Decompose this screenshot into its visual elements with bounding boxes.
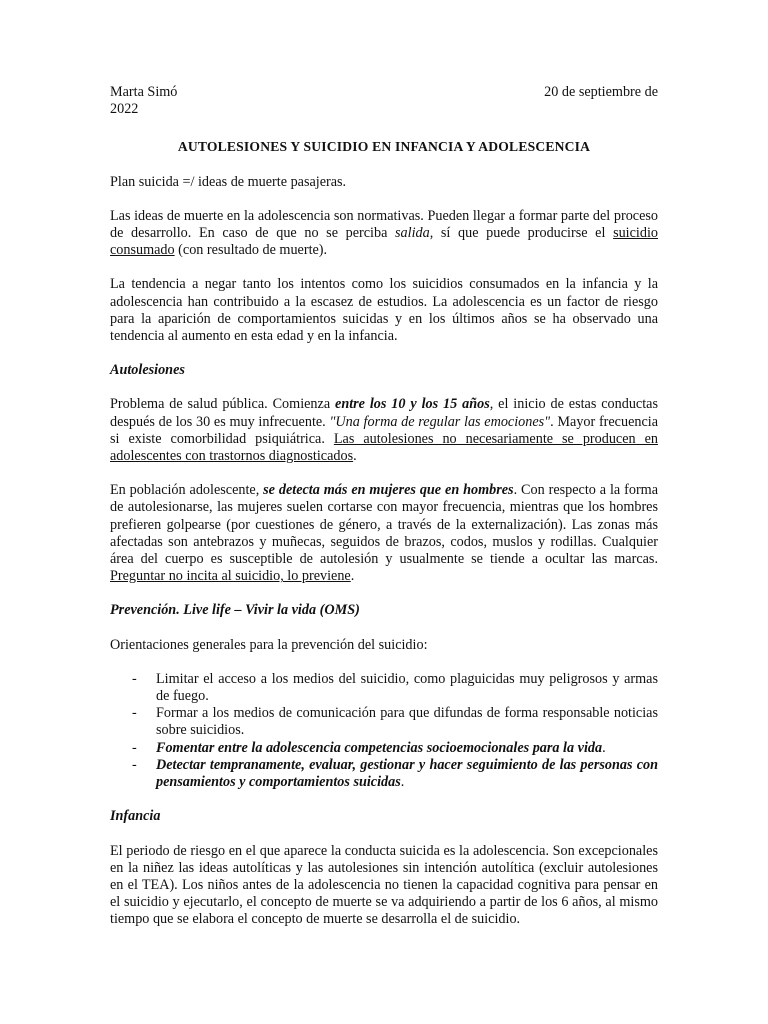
text-run: (con resultado de muerte). bbox=[174, 242, 328, 259]
text-run-italic-quote: "Una forma de regular las emociones" bbox=[329, 413, 551, 430]
text-run: En población adolescente, bbox=[110, 482, 264, 499]
text-run-italic: salida bbox=[395, 225, 430, 242]
section-heading-prevencion: Prevención. Live life – Vivir la vida (OMS) bbox=[110, 602, 360, 619]
prevention-intro: Orientaciones generales para la prevención del suicidio: bbox=[110, 636, 428, 653]
text-run: Las ideas de muerte en la adolescencia son normativas. Pueden llegar a formar parte del proceso de desarrollo. En caso de que no se perciba bbox=[110, 207, 658, 242]
date-text: 20 de septiembre de bbox=[544, 84, 658, 100]
text-run: . bbox=[602, 739, 606, 756]
paragraph-normative-ideas bbox=[110, 208, 658, 260]
paragraph-public-health bbox=[110, 396, 658, 465]
section-heading-autolesiones: Autolesiones bbox=[110, 362, 185, 379]
list-item bbox=[110, 757, 658, 791]
document-title: AUTOLESIONES Y SUICIDIO EN INFANCIA Y ADOLESCENCIA bbox=[177, 139, 591, 155]
text-run-underlined: Preguntar no incita al suicidio, lo previene bbox=[110, 568, 351, 585]
text-run: . bbox=[350, 568, 355, 585]
text-run-bold-italic: entre los 10 y los 15 años bbox=[335, 396, 490, 413]
text-run: . bbox=[353, 448, 357, 465]
text-run-bold-italic: Fomentar entre la adolescencia competencias socioemocionales para la vida bbox=[156, 739, 603, 756]
text-run-bold-italic: Detectar tempranamente, evaluar, gestionar y hacer seguimiento de las personas con pensamientos y comportamientos suicidas bbox=[156, 756, 658, 791]
text-run-underlined: suicidio consumado bbox=[110, 225, 658, 259]
prevention-list bbox=[110, 671, 658, 791]
paragraph-risk-period: El periodo de riesgo en el que aparece la conducta suicida es la adolescencia. Son excepcionales en la niñez las ideas autolíticas y las autolesiones sin intención autolítica (excluir autolesiones en el TEA). Los niños antes de la adolescencia no tienen la capacidad cognitiva para pensar en el suicidio y ejecutarlo, el concepto de muerte se va adquiriendo a partir de los 6 años, al mismo tiempo que se elabora el concepto de muerte se desarrolla el de suicidio. bbox=[110, 842, 658, 928]
text-run: Problema de salud pública. Comienza bbox=[110, 396, 336, 413]
list-item: - Limitar el acceso a los medios del suicidio, como plaguicidas muy peligrosos y armas de fuego. bbox=[110, 671, 658, 705]
list-item: - Formar a los medios de comunicación para que difundas de forma responsable noticias sobre suicidios. bbox=[110, 705, 658, 739]
intro-line: Plan suicida =/ ideas de muerte pasajeras. bbox=[110, 173, 347, 190]
section-heading-infancia: Infancia bbox=[110, 808, 161, 825]
text-run: , el inicio de estas conductas después de los 30 es muy infrecuente. bbox=[110, 396, 658, 430]
paragraph-denial-tendency: La tendencia a negar tanto los intentos como los suicidios consumados en la infancia y la adolescencia han contribuido a la escasez de estudios. La adolescencia es un factor de riesgo para la aparición de comportamientos suicidas y en los últimos años se ha observado una tendencia al aumento en esta edad y en la infancia. bbox=[110, 276, 658, 345]
date-year: 2022 bbox=[110, 101, 139, 118]
text-run-underlined: Las autolesiones no necesariamente se producen en adolescentes con trastornos diagnosticados bbox=[110, 430, 658, 465]
author-name: Marta Simó bbox=[110, 84, 178, 100]
text-run: . Con respecto a la forma de autolesionarse, las mujeres suelen cortarse con mayor frecuencia, mientras que los hombres prefieren golpearse (por cuestiones de género, a través de la externalización). Las zonas más afectadas son antebrazos y muñecas, seguidos de brazos, codos, muslos y rodillas. Cualquier área del cuerpo es susceptible de autolesión y usualmente se tiende a ocultar las marcas. bbox=[110, 482, 659, 568]
text-run: , sí que puede producirse el bbox=[429, 225, 614, 242]
text-run-bold-italic: se detecta más en mujeres que en hombres bbox=[263, 482, 514, 499]
text-run: . Mayor frecuencia si existe comorbilidad psiquiátrica. bbox=[110, 413, 659, 447]
text-run: . bbox=[400, 774, 405, 791]
list-item bbox=[110, 740, 658, 757]
header bbox=[110, 84, 658, 101]
paragraph-adolescent-population bbox=[110, 482, 658, 585]
